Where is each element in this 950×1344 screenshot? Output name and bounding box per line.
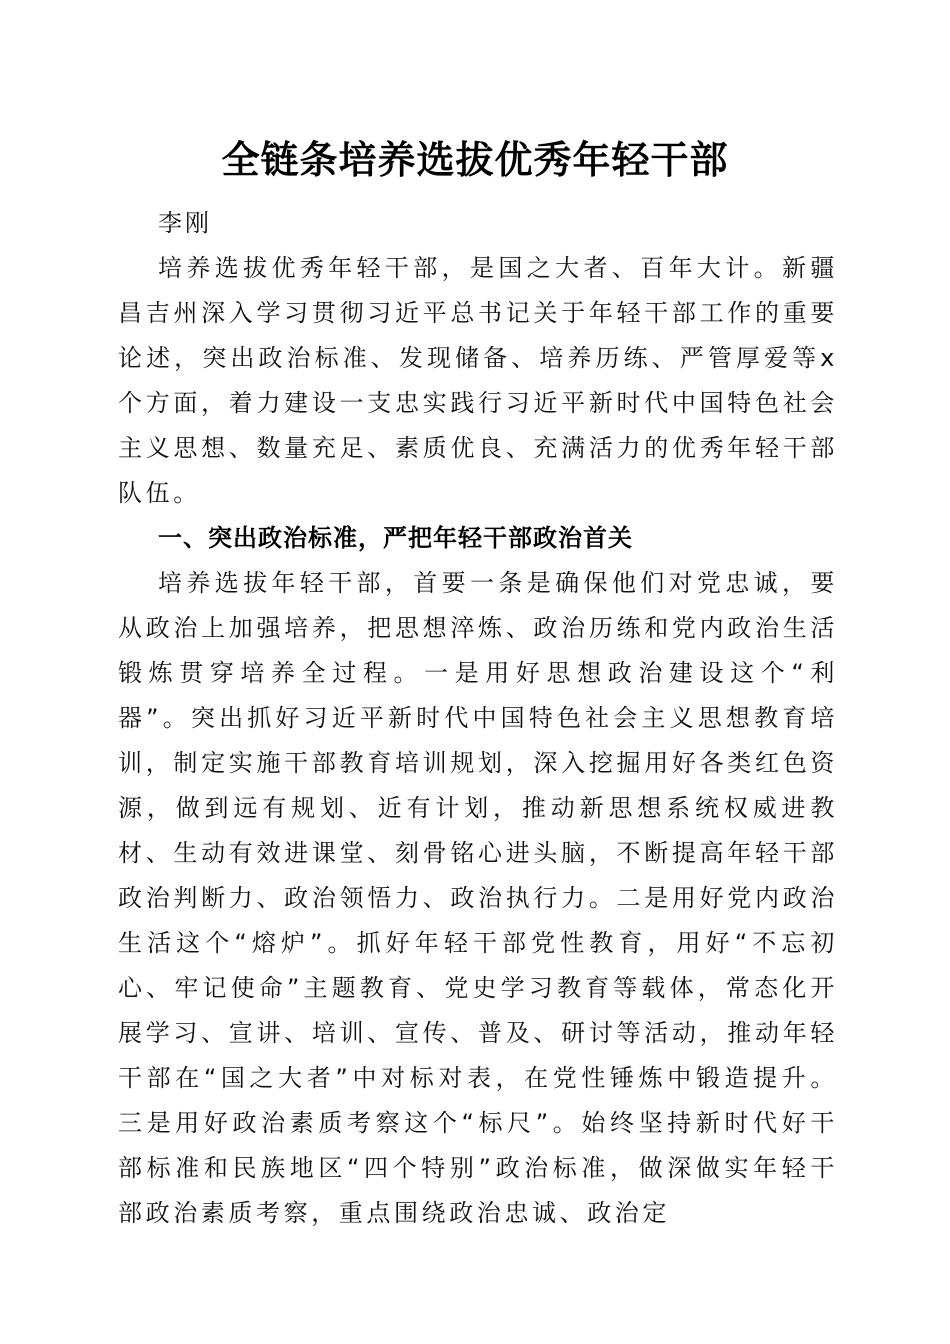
- section-heading: 一、突出政治标准，严把年轻干部政治首关: [158, 524, 633, 552]
- author-name: 李刚: [158, 209, 212, 237]
- document-body: [118, 201, 838, 1236]
- document-title: 全链条培养选拔优秀年轻干部: [221, 137, 729, 182]
- intro-paragraph: 培养选拔优秀年轻干部，是国之大者、百年大计。新疆昌吉州深入学习贯彻习近平总书记关于年轻干部工作的重要论述，突出政治标准、发现储备、培养历练、严管厚爱等x个方面，着力建设一支忠实践行习近平新时代中国特色社会主义思想、数量充足、素质优良、充满活力的优秀年轻干部队伍。: [118, 254, 838, 507]
- section-paragraph: 培养选拔年轻干部，首要一条是确保他们对党忠诚，要从政治上加强培养，把思想淬炼、政治历练和党内政治生活锻炼贯穿培养全过程。一是用好思想政治建设这个“利器”。突出抓好习近平新时代中国特色社会主义思想教育培训，制定实施干部教育培训规划，深入挖掘用好各类红色资源，做到远有规划、近有计划，推动新思想系统权威进教材、生动有效进课堂、刻骨铭心进头脑，不断提高年轻干部政治判断力、政治领悟力、政治执行力。二是用好党内政治生活这个“熔炉”。抓好年轻干部党性教育，用好“不忘初心、牢记使命”主题教育、党史学习教育等载体，常态化开展学习、宣讲、培训、宣传、普及、研讨等活动，推动年轻干部在“国之大者”中对标对表，在党性锤炼中锻造提升。三是用好政治素质考察这个“标尺”。始终坚持新时代好干部标准和民族地区“四个特别”政治标准，做深做实年轻干部政治素质考察，重点围绕政治忠诚、政治定: [118, 569, 838, 1227]
